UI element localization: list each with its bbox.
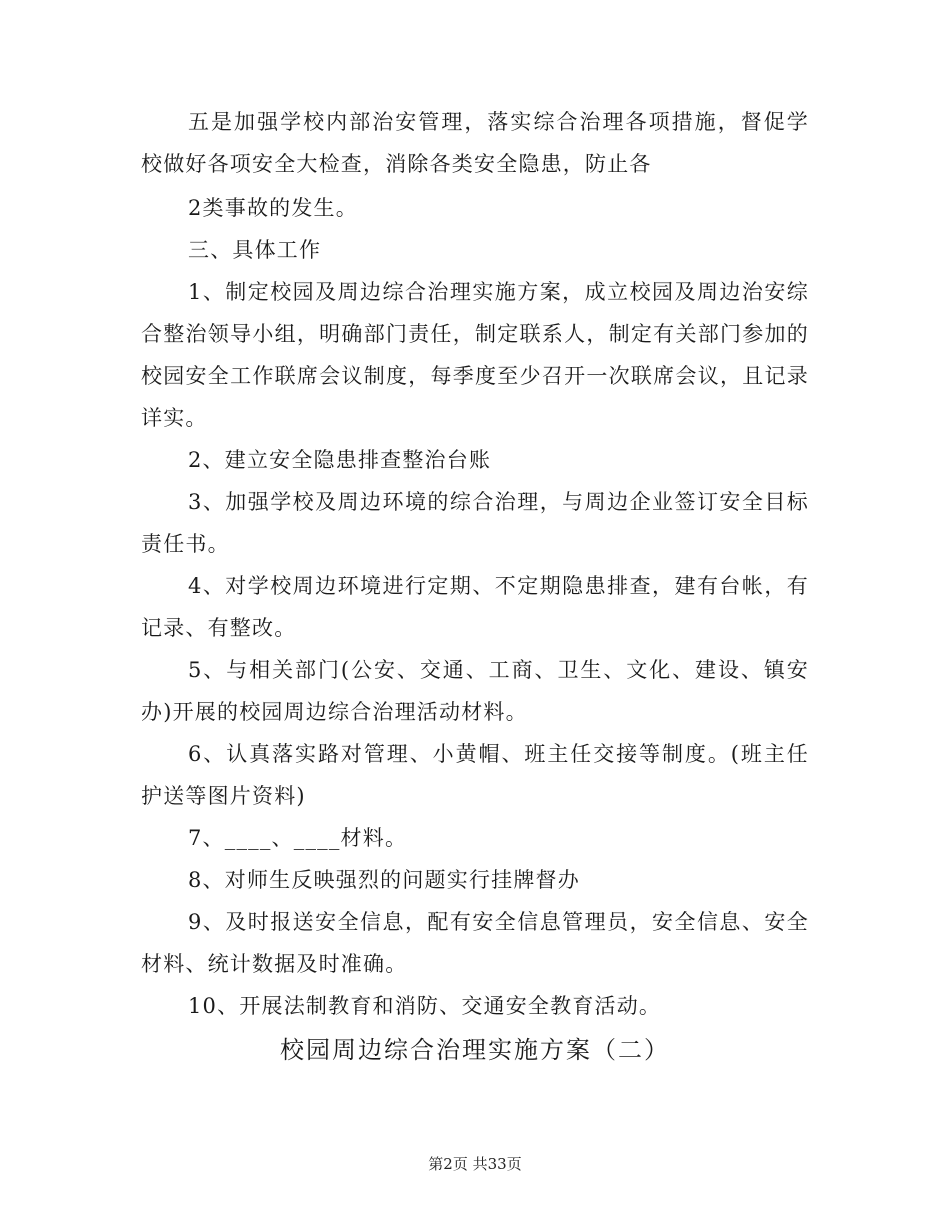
list-item-10: 10、开展法制教育和消防、交通安全教育活动。 — [188, 994, 662, 1018]
list-item-3: 3、加强学校及周边环境的综合治理，与周边企业签订安全目标责任书。 — [141, 490, 809, 556]
list-item-6: 6、认真落实路对管理、小黄帽、班主任交接等制度。(班主任护送等图片资料) — [141, 742, 809, 808]
section-title: 校园周边综合治理实施方案（二） — [280, 1036, 670, 1064]
list-item-5: 5、与相关部门(公安、交通、工商、卫生、文化、建设、镇安办)开展的校园周边综合治理活动材料。 — [141, 658, 809, 724]
list-item-8: 8、对师生反映强烈的问题实行挂牌督办 — [188, 868, 580, 892]
document-body — [141, 101, 809, 1027]
list-item-9: 9、及时报送安全信息，配有安全信息管理员，安全信息、安全材料、统计数据及时准确。 — [141, 910, 809, 976]
list-item-1: 1、制定校园及周边综合治理实施方案，成立校园及周边治安综合整治领导小组，明确部门责任，制定联系人，制定有关部门参加的校园安全工作联席会议制度，每季度至少召开一次联席会议，且记录详实。 — [141, 280, 809, 430]
paragraph-continuation: 2类事故的发生。 — [188, 196, 358, 220]
section-heading-specific-work: 三、具体工作 — [188, 238, 322, 262]
page-number-footer: 第2页 共33页 — [428, 1155, 522, 1173]
paragraph-intro: 五是加强学校内部治安管理，落实综合治理各项措施，督促学校做好各项安全大检查，消除各类安全隐患，防止各 — [141, 110, 809, 176]
list-item-2: 2、建立安全隐患排查整治台账 — [188, 448, 492, 472]
list-item-7: 7、____、____材料。 — [188, 826, 408, 850]
list-item-4: 4、对学校周边环境进行定期、不定期隐患排查，建有台帐，有记录、有整改。 — [141, 574, 809, 640]
